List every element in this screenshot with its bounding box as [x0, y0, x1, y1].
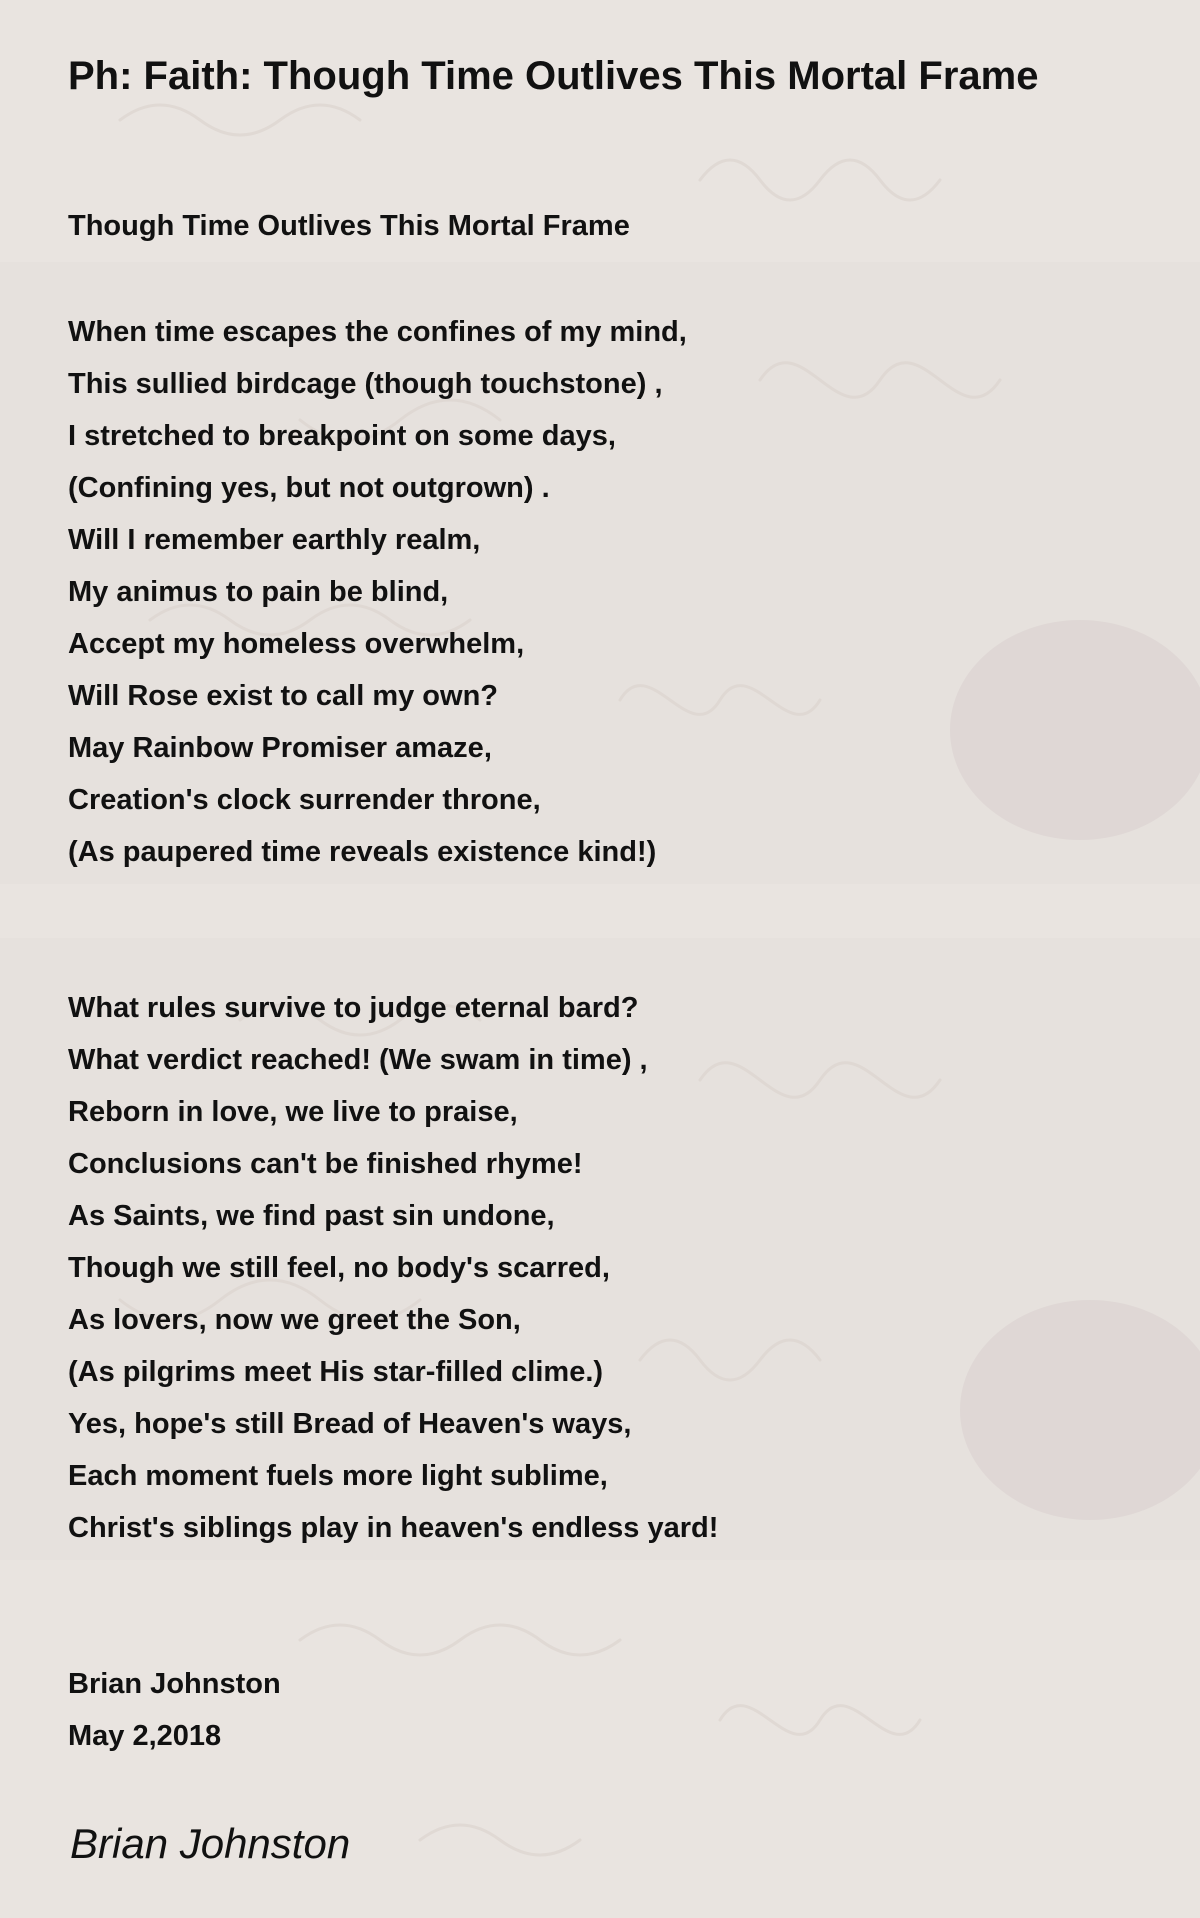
poem-date: May 2,2018 [68, 1720, 222, 1752]
poem-line: (Confining yes, but not outgrown) . [68, 472, 550, 504]
poem-line: Yes, hope's still Bread of Heaven's ways, [68, 1408, 632, 1440]
poem-title: Ph: Faith: Though Time Outlives This Mortal Frame [68, 54, 1039, 98]
poem-subtitle: Though Time Outlives This Mortal Frame [68, 210, 630, 242]
poem-line: What verdict reached! (We swam in time) , [68, 1044, 648, 1076]
poem-line: My animus to pain be blind, [68, 576, 449, 608]
poem-line: When time escapes the confines of my mind, [68, 316, 687, 348]
poem-line: I stretched to breakpoint on some days, [68, 420, 616, 452]
poem-line: As Saints, we find past sin undone, [68, 1200, 555, 1232]
poem-line: Reborn in love, we live to praise, [68, 1096, 518, 1128]
poem-line: Will Rose exist to call my own? [68, 680, 499, 712]
poem-line: Though we still feel, no body's scarred, [68, 1252, 610, 1284]
stanza-1 [68, 306, 687, 878]
poem-author: Brian Johnston [68, 1668, 281, 1700]
poem-line: Will I remember earthly realm, [68, 524, 481, 556]
poem-line: As lovers, now we greet the Son, [68, 1304, 521, 1336]
poem-line: Conclusions can't be finished rhyme! [68, 1148, 583, 1180]
poem-line: (As paupered time reveals existence kind!) [68, 836, 657, 868]
poem-line: This sullied birdcage (though touchstone) , [68, 368, 663, 400]
poem-line: Accept my homeless overwhelm, [68, 628, 525, 660]
poem-line: (As pilgrims meet His star-filled clime.) [68, 1356, 604, 1388]
stanza-2 [68, 982, 718, 1554]
poem-line: What rules survive to judge eternal bard? [68, 992, 639, 1024]
author-signature: Brian Johnston [70, 1820, 351, 1867]
poem-line: Creation's clock surrender throne, [68, 784, 541, 816]
poem-line: Each moment fuels more light sublime, [68, 1460, 608, 1492]
poem-line: Christ's siblings play in heaven's endless yard! [68, 1512, 719, 1544]
poem-line: May Rainbow Promiser amaze, [68, 732, 492, 764]
